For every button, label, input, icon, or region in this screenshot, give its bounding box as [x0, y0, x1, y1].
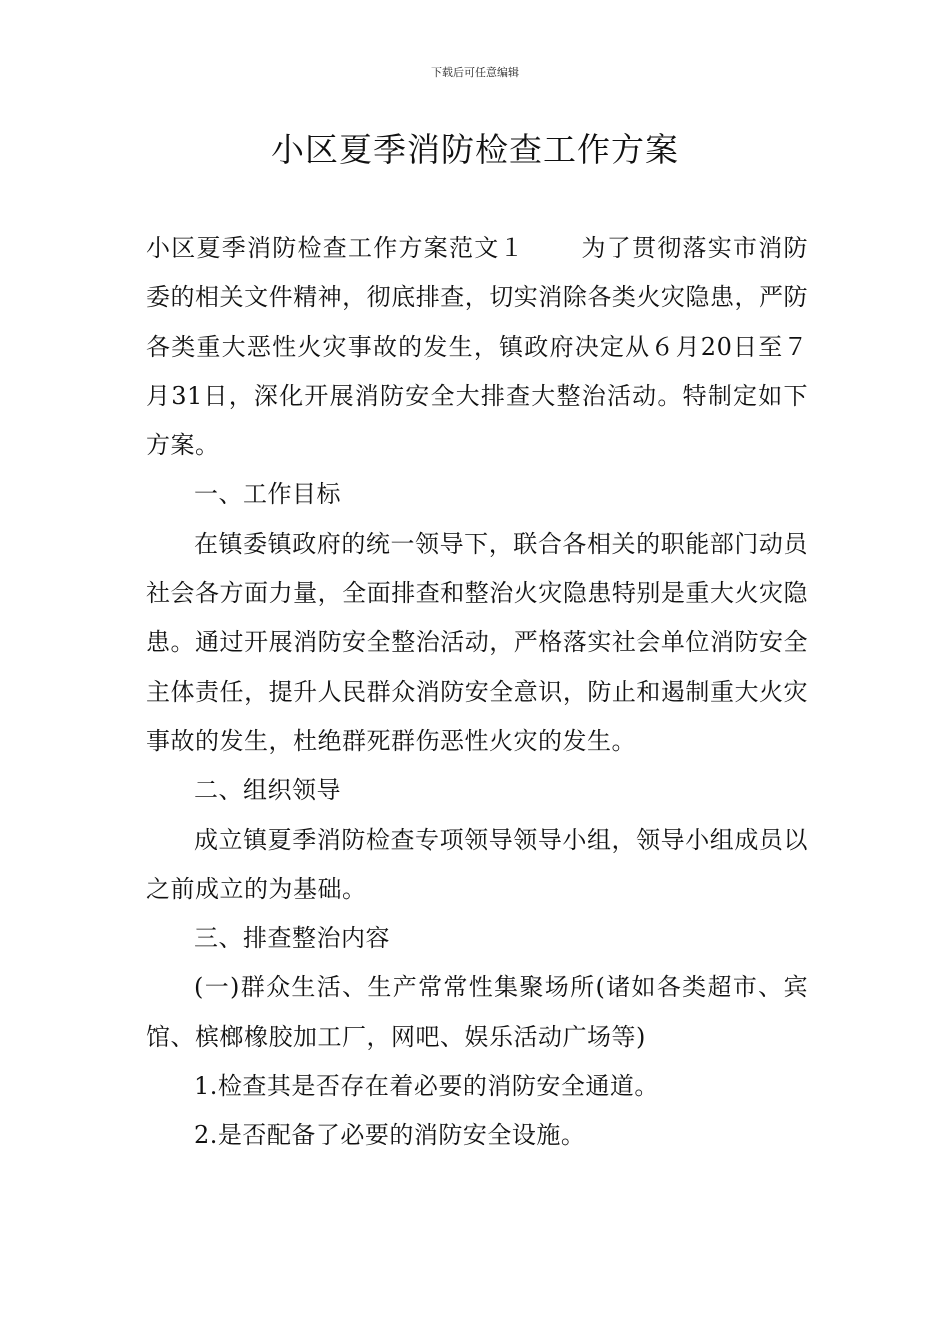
document-body — [146, 224, 808, 1161]
section-3-subheading: (一)群众生活、生产常常性集聚场所(诸如各类超市、宾馆、槟榔橡胶加工厂，网吧、娱乐活动广场等) — [146, 973, 808, 1051]
section-3-item-2: 2.是否配备了必要的消防安全设施。 — [194, 1121, 586, 1150]
intro-text: 为了贯彻落实市消防委的相关文件精神，彻底排查，切实消除各类火灾隐患，严防各类重大恶性火灾事故的发生，镇政府决定从６月20日至７月31日，深化开展消防安全大排查大整治活动。特制定如下方案。 — [146, 234, 808, 460]
section-1-heading: 一、工作目标 — [194, 480, 341, 509]
header-note: 下载后可任意编辑 — [431, 66, 519, 79]
document-title: 小区夏季消防检查工作方案 — [271, 130, 679, 169]
section-2-heading: 二、组织领导 — [194, 776, 341, 805]
intro-paragraph — [146, 224, 808, 470]
section-1-body: 在镇委镇政府的统一领导下，联合各相关的职能部门动员社会各方面力量，全面排查和整治火灾隐患特别是重大火灾隐患。通过开展消防安全整治活动，严格落实社会单位消防安全主体责任，提升人民群众消防安全意识，防止和遏制重大火灾事故的发生，杜绝群死群伤恶性火灾的发生。 — [146, 529, 808, 755]
intro-lead: 小区夏季消防检查工作方案范文１ — [146, 234, 525, 262]
section-2-body: 成立镇夏季消防检查专项领导领导小组，领导小组成员以之前成立的为基础。 — [146, 825, 808, 903]
section-3-heading: 三、排查整治内容 — [194, 924, 390, 953]
section-3-item-1: 1.检查其是否存在着必要的消防安全通道。 — [194, 1072, 659, 1101]
